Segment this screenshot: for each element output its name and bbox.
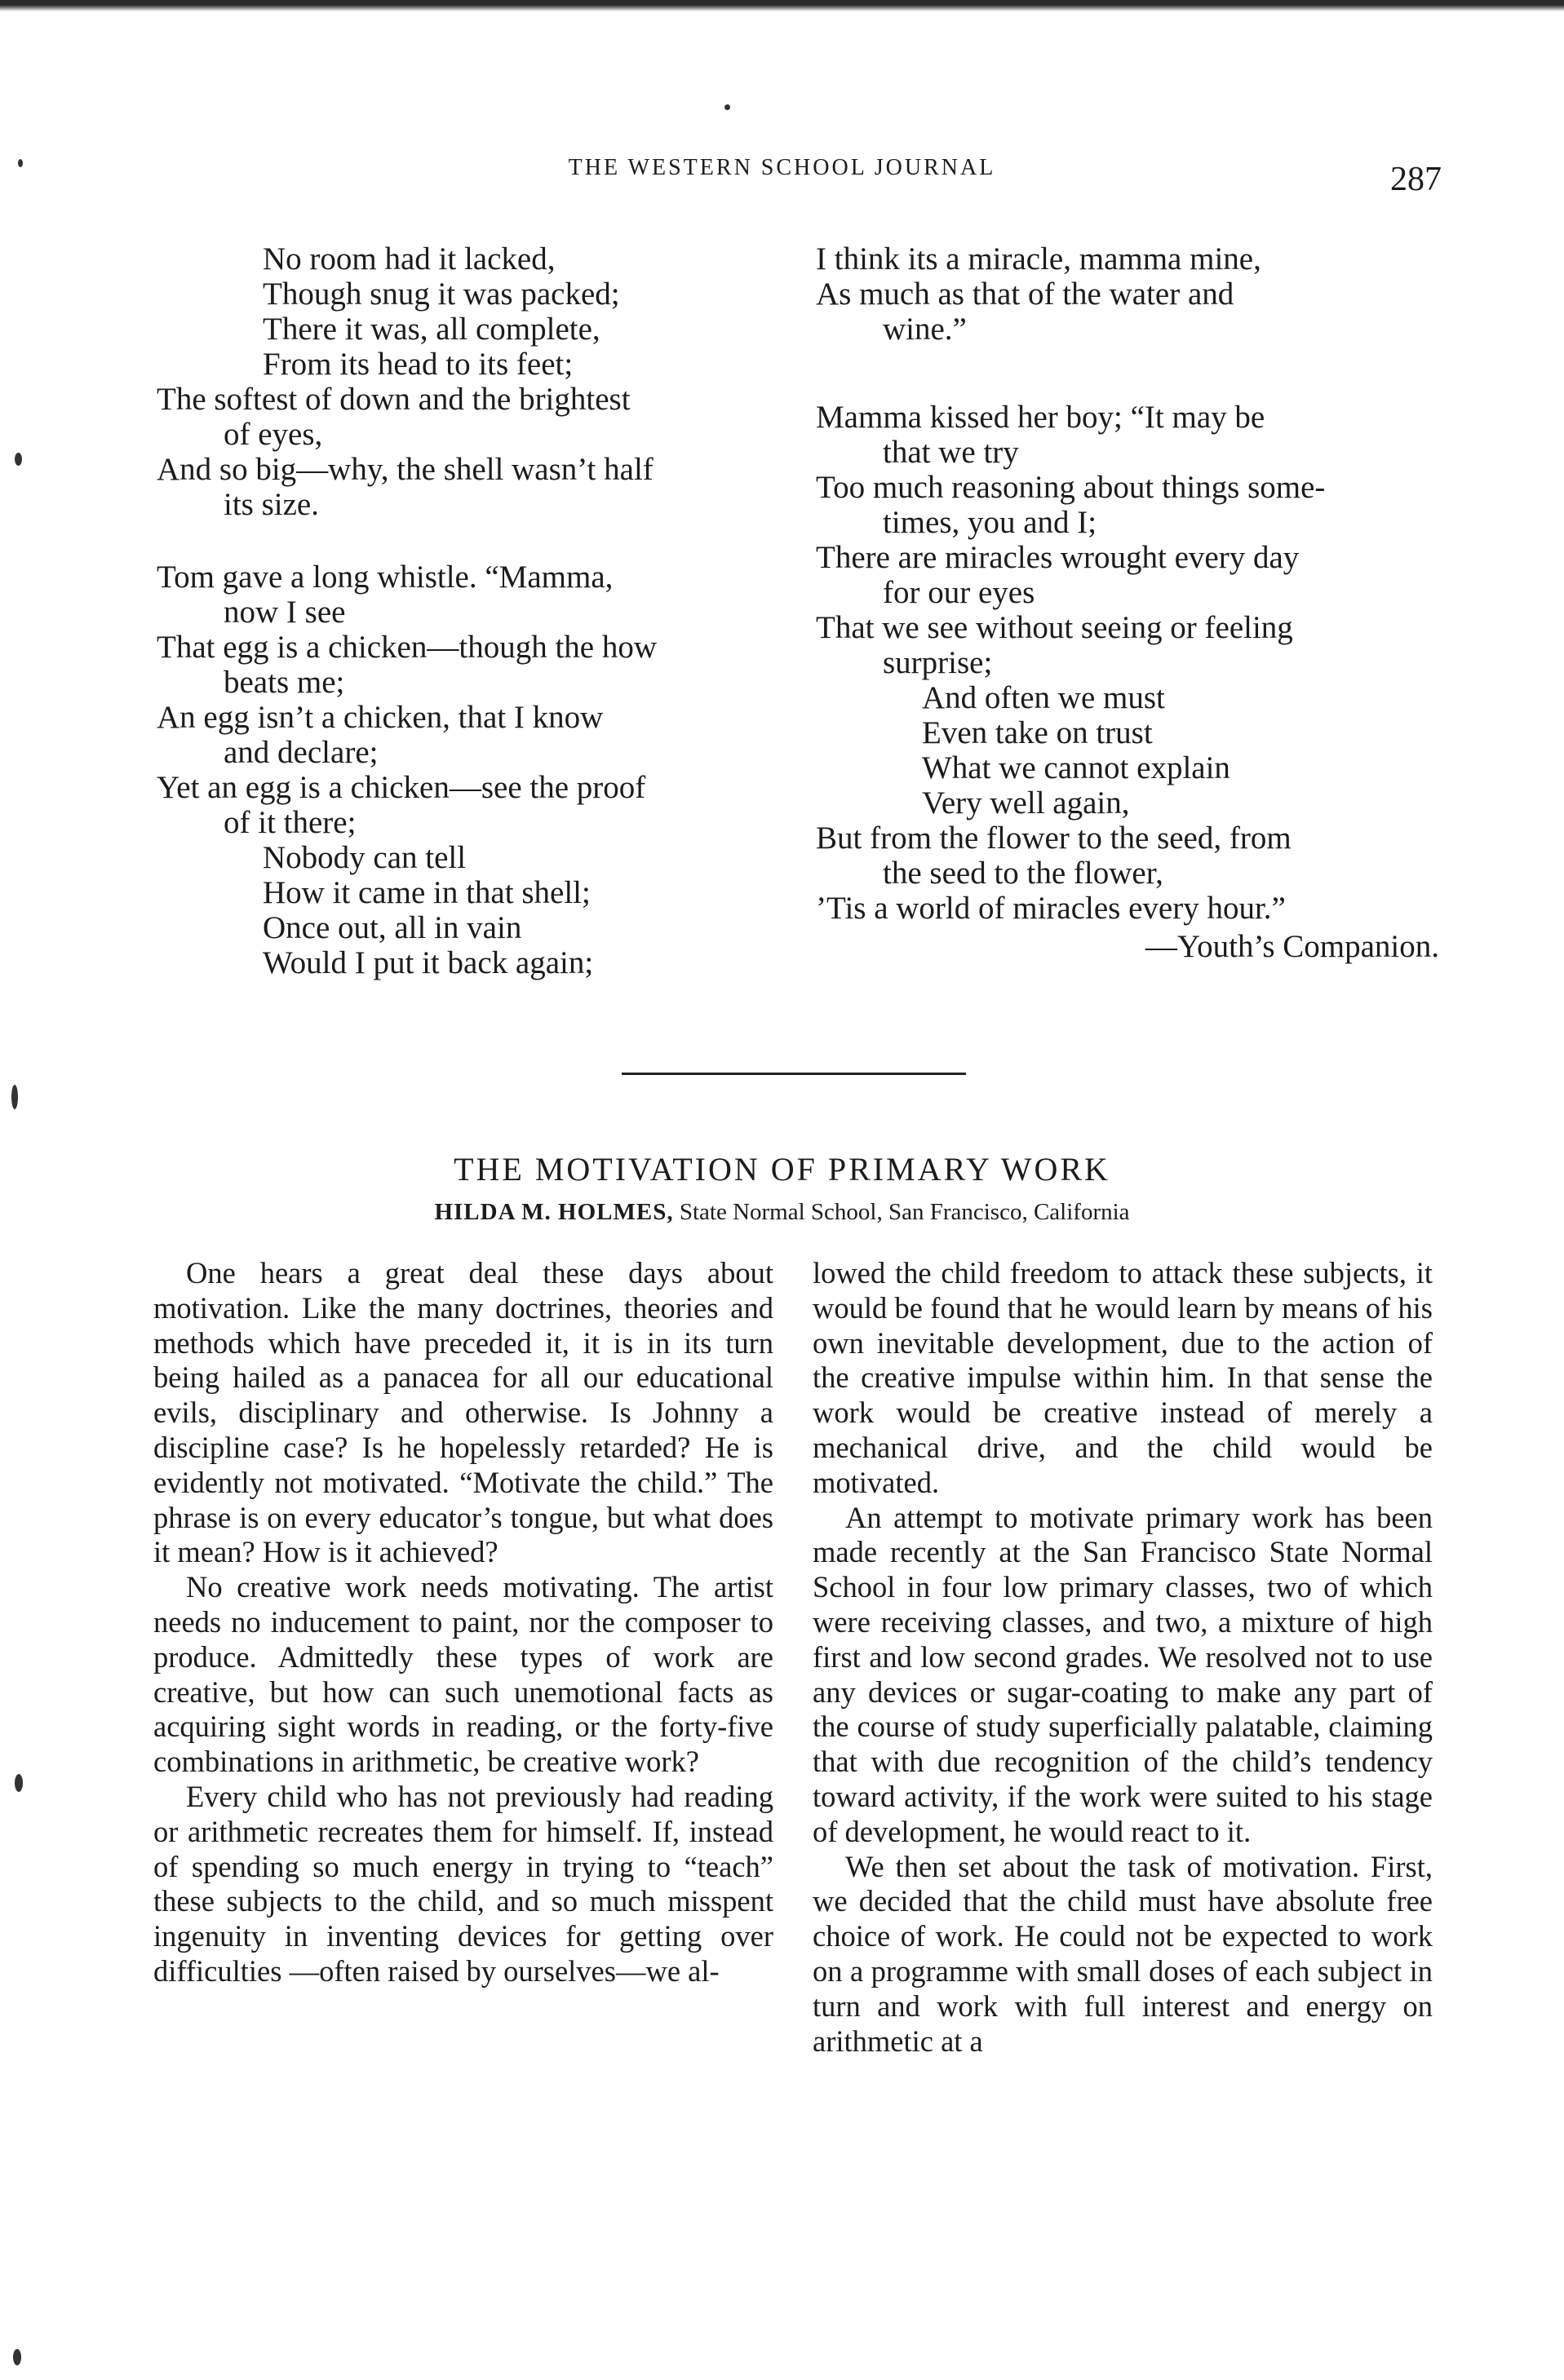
poem-right-column: [816, 241, 1444, 964]
author-affiliation: State Normal School, San Francisco, California: [679, 1199, 1130, 1225]
poem-line: ’Tis a world of miracles every hour.”: [816, 891, 1286, 926]
article-paragraph: lowed the child freedom to attack these subjects, it would be found that he would learn by means of his own inevitable development, due to the action of the creative impulse within him. In that sense the work would be creative instead of merely a mechanical drive, and the child would be motivated.: [813, 1256, 1433, 1499]
poem-line: From its head to its feet;: [263, 347, 574, 382]
poem-line: times, you and I;: [883, 505, 1097, 540]
poem-line: Yet an egg is a chicken—see the proof: [157, 770, 646, 805]
poem-line: Even take on trust: [922, 715, 1153, 750]
scan-speck: [11, 1085, 18, 1109]
poem-line: and declare;: [224, 735, 379, 770]
page-number: 287: [1390, 161, 1442, 198]
article-paragraph: Every child who has not previously had reading or arithmetic recreates them for himself. If, instead of spending so much energy in trying to “teach” these subjects to the child, and so much misspent ingenuity in inventing devices for getting over difficulties —often raised by ourselves—we al-: [153, 1779, 773, 1988]
poem-line: Once out, all in vain: [263, 910, 522, 945]
article-paragraph: No creative work needs motivating. The artist needs no inducement to paint, nor the composer to produce. Admittedly these types of work are creative, but how can such unemotional facts as acquiring sight words in reading, or the forty-five combinations in arithmetic, be creative work?: [153, 1570, 773, 1779]
poem-line: Nobody can tell: [263, 840, 467, 875]
poem-line: of it there;: [224, 805, 357, 840]
stanza-gap: [157, 522, 785, 560]
poem-line: I think its a miracle, mamma mine,: [816, 241, 1261, 276]
poem-line: Very well again,: [922, 785, 1130, 821]
top-edge-rule: [0, 0, 1564, 11]
poem-line: for our eyes: [883, 575, 1035, 610]
article-paragraph: We then set about the task of motivation. First, we decided that the child must have absolute free choice of work. He could not be expected to work on a programme with small doses of each subject in turn and work with full interest and energy on arithmetic at a: [813, 1849, 1433, 2058]
section-divider: [622, 1073, 966, 1075]
poem-line: surprise;: [883, 645, 993, 680]
article-byline: [0, 1199, 1564, 1226]
poem-line: Tom gave a long whistle. “Mamma,: [157, 560, 614, 595]
poem-line: that we try: [883, 435, 1019, 470]
scan-speck: [13, 2349, 21, 2365]
stanza-gap: [816, 347, 1444, 400]
poem-line: How it came in that shell;: [263, 875, 591, 910]
poem-line: That egg is a chicken—though the how: [157, 630, 658, 665]
scan-speck: [15, 453, 22, 466]
scan-speck: [18, 159, 23, 167]
author-name: HILDA M. HOLMES,: [434, 1199, 674, 1225]
poem-line: The softest of down and the brightest: [157, 382, 631, 417]
poem-line: Too much reasoning about things some-: [816, 470, 1326, 505]
scan-speck: [724, 104, 730, 110]
poem-line: And often we must: [922, 680, 1165, 715]
running-head: THE WESTERN SCHOOL JOURNAL: [568, 155, 996, 180]
article-paragraph: One hears a great deal these days about motivation. Like the many doctrines, theories and methods which have preceded it, it is in its turn being hailed as a panacea for all our educational evils, disciplinary and otherwise. Is Johnny a discipline case? Is he hopelessly retarded? He is evidently not motivated. “Motivate the child.” The phrase is on every educator’s tongue, but what does it mean? How is it achieved?: [153, 1256, 773, 1569]
poem-line: Mamma kissed her boy; “It may be: [816, 400, 1265, 435]
poem-line: As much as that of the water and: [816, 276, 1234, 312]
article-title: THE MOTIVATION OF PRIMARY WORK: [454, 1151, 1110, 1188]
poem-line: its size.: [224, 487, 319, 522]
poem-left-column: [157, 241, 785, 980]
scan-speck: [15, 1774, 23, 1792]
poem-line: Would I put it back again;: [263, 945, 594, 980]
article-left-column: [153, 1256, 773, 1989]
poem-line: And so big—why, the shell wasn’t half: [157, 452, 654, 487]
poem-line: wine.”: [883, 312, 967, 347]
poem-line: But from the flower to the seed, from: [816, 821, 1292, 856]
poem-line: There it was, all complete,: [263, 312, 600, 347]
poem-line: Though snug it was packed;: [263, 276, 620, 312]
poem-line: An egg isn’t a chicken, that I know: [157, 700, 604, 735]
poem-line: There are miracles wrought every day: [816, 540, 1300, 575]
poem-line: What we cannot explain: [922, 750, 1230, 785]
poem-attribution: —Youth’s Companion.: [1145, 929, 1439, 964]
poem-line: No room had it lacked,: [263, 241, 556, 276]
article-paragraph: An attempt to motivate primary work has been made recently at the San Francisco State Normal School in four low primary classes, two of which were receiving classes, and two, a mixture of high first and low second grades. We resolved not to use any devices or sugar-coating to make any part of the course of study superficially palatable, claiming that with due recognition of the child’s tendency toward activity, if the work were suited to his stage of development, he would react to it.: [813, 1500, 1433, 1848]
poem-line: the seed to the flower,: [883, 856, 1163, 891]
poem-line: That we see without seeing or feeling: [816, 610, 1293, 645]
poem-line: now I see: [224, 595, 346, 630]
article-right-column: [813, 1256, 1433, 2059]
poem-line: of eyes,: [224, 417, 323, 452]
poem-line: beats me;: [224, 665, 345, 700]
